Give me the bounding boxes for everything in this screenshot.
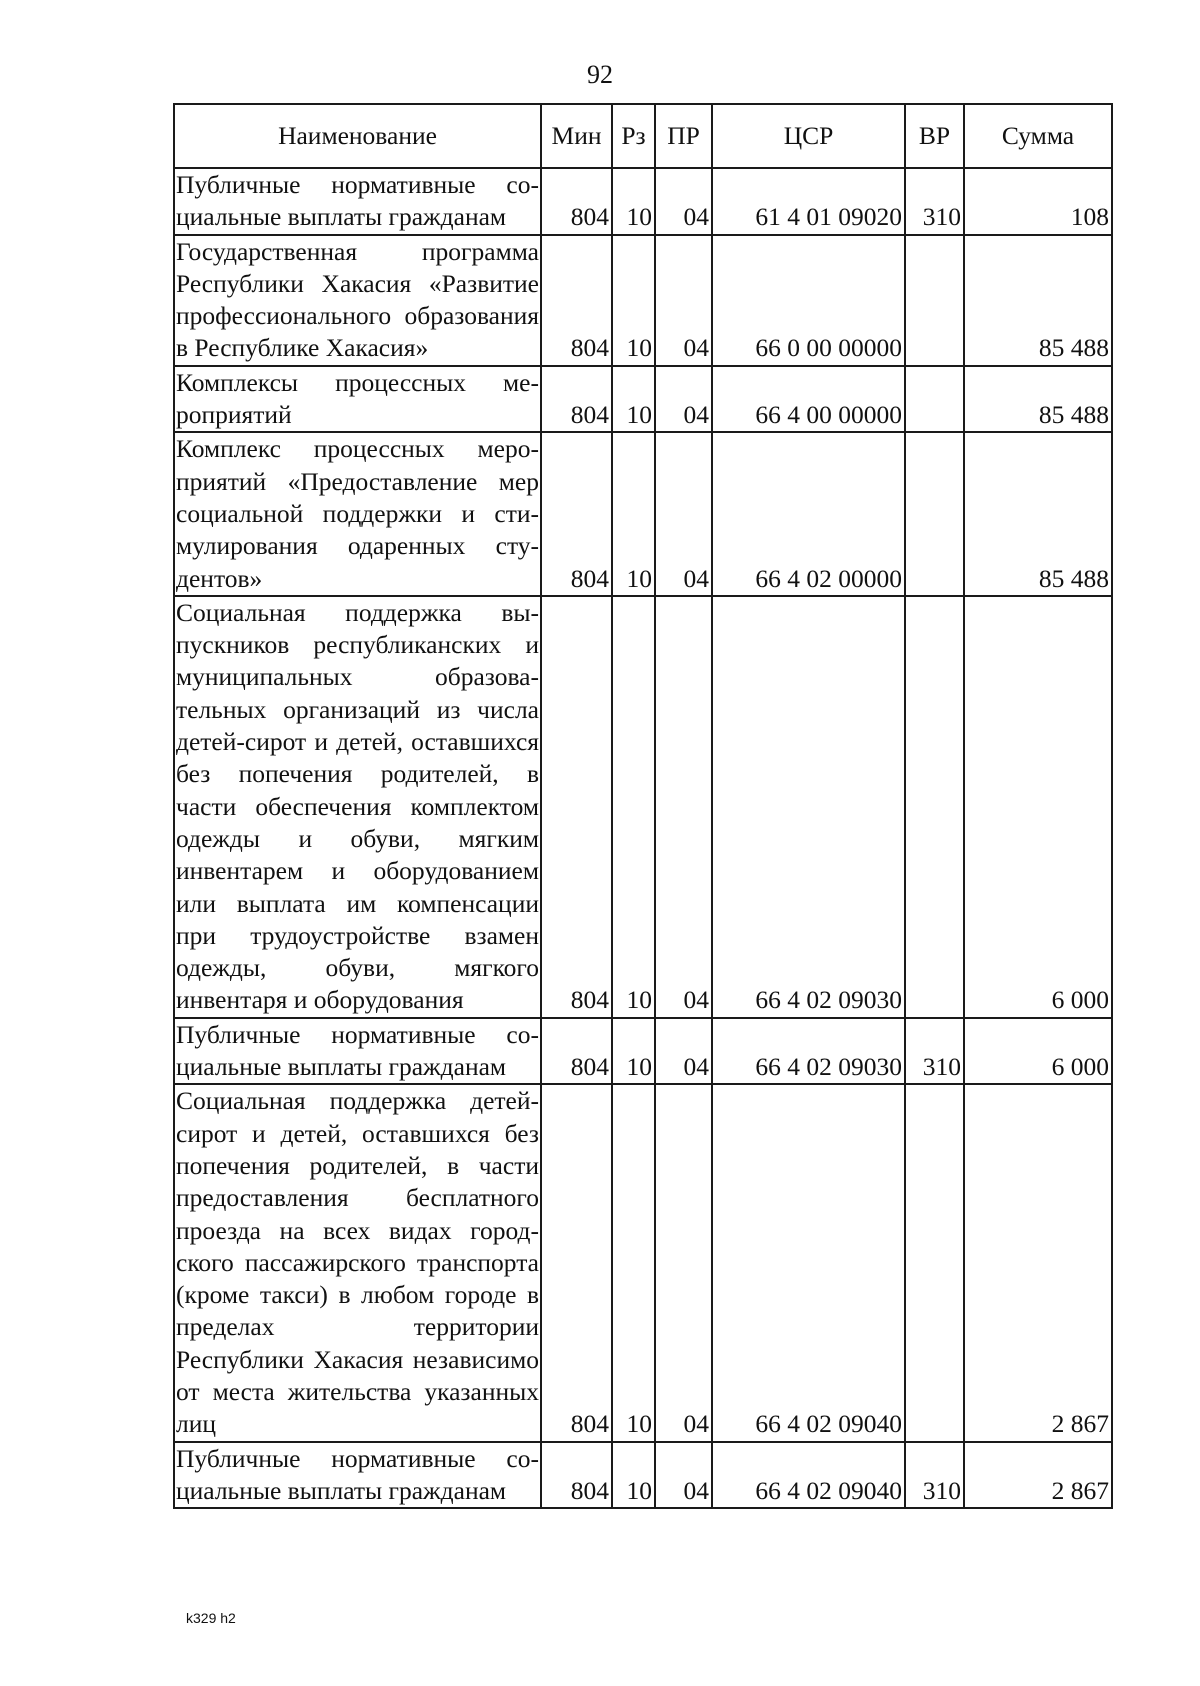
row-pr: 04 bbox=[655, 235, 712, 366]
table-row bbox=[174, 1018, 1112, 1085]
row-name: Публичные нормативные социальные выплаты гражданам bbox=[174, 1018, 541, 1085]
row-csr: 66 0 00 00000 bbox=[712, 235, 905, 366]
table-row bbox=[174, 168, 1112, 235]
row-rz: 10 bbox=[612, 168, 655, 235]
row-name: Социальная поддержка детей-сирот и детей, оставшихся без попечения родителей, в части предоставления бесплатного проезда на всех видах городского пассажирского транспорта (кроме такси) в любом городе в пределах территории Республики Хакасия независимо от места жительства указанных лиц bbox=[174, 1084, 541, 1441]
row-vr bbox=[905, 235, 964, 366]
row-min: 804 bbox=[541, 366, 612, 433]
row-rz: 10 bbox=[612, 1084, 655, 1441]
header-vr: ВР bbox=[905, 104, 964, 168]
row-name: Публичные нормативные социальные выплаты гражданам bbox=[174, 168, 541, 235]
page-number: 92 bbox=[587, 60, 613, 89]
row-pr: 04 bbox=[655, 1084, 712, 1441]
table-body bbox=[174, 168, 1112, 1508]
row-rz: 10 bbox=[612, 235, 655, 366]
row-name: Комплекс процессных мероприятий «Предоставление мер социальной поддержки и стимулирования одаренных студентов» bbox=[174, 432, 541, 595]
row-sum: 6 000 bbox=[964, 596, 1112, 1018]
row-sum: 85 488 bbox=[964, 235, 1112, 366]
header-rz: Рз bbox=[612, 104, 655, 168]
row-sum: 108 bbox=[964, 168, 1112, 235]
row-min: 804 bbox=[541, 1084, 612, 1441]
table-row bbox=[174, 366, 1112, 433]
table-row bbox=[174, 432, 1112, 595]
row-pr: 04 bbox=[655, 596, 712, 1018]
row-min: 804 bbox=[541, 1018, 612, 1085]
row-vr bbox=[905, 432, 964, 595]
row-min: 804 bbox=[541, 168, 612, 235]
row-csr: 66 4 02 09030 bbox=[712, 596, 905, 1018]
row-pr: 04 bbox=[655, 366, 712, 433]
row-csr: 61 4 01 09020 bbox=[712, 168, 905, 235]
table-row bbox=[174, 1084, 1112, 1441]
row-rz: 10 bbox=[612, 432, 655, 595]
table-row bbox=[174, 235, 1112, 366]
row-vr bbox=[905, 596, 964, 1018]
footer-code: k329 h2 bbox=[186, 1610, 236, 1626]
row-min: 804 bbox=[541, 596, 612, 1018]
table-row bbox=[174, 596, 1112, 1018]
table-header bbox=[174, 104, 1112, 168]
row-csr: 66 4 02 09030 bbox=[712, 1018, 905, 1085]
row-csr: 66 4 02 00000 bbox=[712, 432, 905, 595]
header-csr: ЦСР bbox=[712, 104, 905, 168]
header-name: Наименование bbox=[174, 104, 541, 168]
row-csr: 66 4 00 00000 bbox=[712, 366, 905, 433]
header-pr: ПР bbox=[655, 104, 712, 168]
row-name: Комплексы процессных мероприятий bbox=[174, 366, 541, 433]
row-rz: 10 bbox=[612, 366, 655, 433]
row-name: Социальная поддержка выпускников республиканских и муниципальных образовательных организаций из числа детей-сирот и детей, оставшихся без попечения родителей, в части обеспечения комплектом одежды и обуви, мягким инвентарем и оборудованием или выплата им компенсации при трудоустройстве взамен одежды, обуви, мягкого инвентаря и оборудования bbox=[174, 596, 541, 1018]
row-csr: 66 4 02 09040 bbox=[712, 1084, 905, 1441]
header-row bbox=[174, 104, 1112, 168]
row-rz: 10 bbox=[612, 1018, 655, 1085]
row-rz: 10 bbox=[612, 1442, 655, 1509]
row-pr: 04 bbox=[655, 1442, 712, 1509]
row-vr: 310 bbox=[905, 1018, 964, 1085]
row-vr bbox=[905, 1084, 964, 1441]
row-sum: 6 000 bbox=[964, 1018, 1112, 1085]
budget-table bbox=[173, 103, 1113, 1509]
row-sum: 2 867 bbox=[964, 1084, 1112, 1441]
header-min: Мин bbox=[541, 104, 612, 168]
row-name: Публичные нормативные социальные выплаты гражданам bbox=[174, 1442, 541, 1509]
row-vr bbox=[905, 366, 964, 433]
row-pr: 04 bbox=[655, 1018, 712, 1085]
row-name: Государственная программа Республики Хакасия «Развитие профессионального образования в Республике Хакасия» bbox=[174, 235, 541, 366]
row-rz: 10 bbox=[612, 596, 655, 1018]
row-csr: 66 4 02 09040 bbox=[712, 1442, 905, 1509]
table-row bbox=[174, 1442, 1112, 1509]
row-vr: 310 bbox=[905, 168, 964, 235]
row-pr: 04 bbox=[655, 168, 712, 235]
header-sum: Сумма bbox=[964, 104, 1112, 168]
row-min: 804 bbox=[541, 235, 612, 366]
row-min: 804 bbox=[541, 1442, 612, 1509]
row-min: 804 bbox=[541, 432, 612, 595]
row-pr: 04 bbox=[655, 432, 712, 595]
row-sum: 85 488 bbox=[964, 366, 1112, 433]
row-sum: 2 867 bbox=[964, 1442, 1112, 1509]
row-vr: 310 bbox=[905, 1442, 964, 1509]
row-sum: 85 488 bbox=[964, 432, 1112, 595]
